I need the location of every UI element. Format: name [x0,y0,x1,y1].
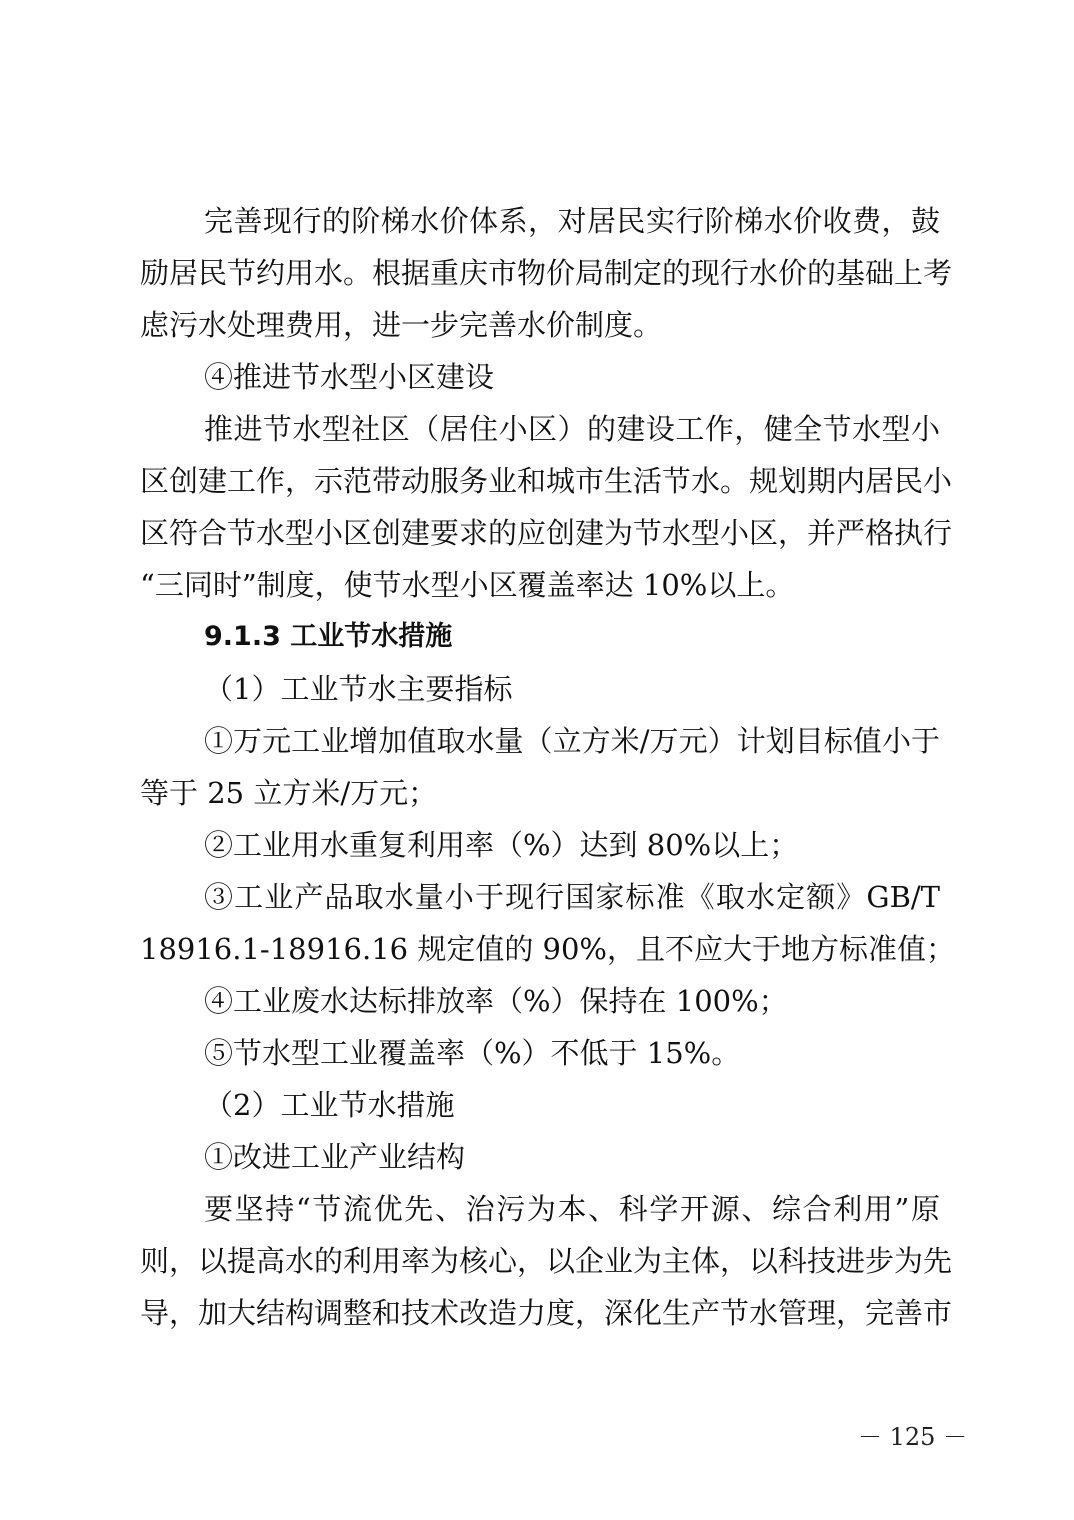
list-item: ⑤节水型工业覆盖率（%）不低于 15%。 [204,1036,741,1070]
paragraph-line: “三同时”制度，使节水型小区覆盖率达 10%以上。 [140,568,795,602]
list-item: ①万元工业增加值取水量（立方米/万元）计划目标值小于 [204,724,940,758]
list-item-continuation: 等于 25 立方米/万元； [140,776,438,810]
list-item: ③工业产品取水量小于现行国家标准《取水定额》GB/T [204,880,940,914]
paragraph-line: 区创建工作，示范带动服务业和城市生活节水。规划期内居民小 [140,464,953,498]
paragraph-line: 励居民节约用水。根据重庆市物价局制定的现行水价的基础上考 [140,256,953,290]
page-number: － 125 － [858,1423,968,1451]
list-item: ④工业废水达标排放率（%）保持在 100%； [204,984,788,1018]
paragraph-line: 则，以提高水的利用率为核心，以企业为主体，以科技进步为先 [140,1244,953,1278]
paragraph-line: 虑污水处理费用，进一步完善水价制度。 [140,308,663,342]
subheading: ①改进工业产业结构 [204,1140,466,1174]
subheading: ④推进节水型小区建设 [204,360,495,394]
subheading: （2）工业节水措施 [204,1088,455,1122]
section-heading: 9.1.3 工业节水措施 [204,621,453,652]
paragraph-line: 区符合节水型小区创建要求的应创建为节水型小区，并严格执行 [140,516,953,550]
list-item-continuation: 18916.1-18916.16 规定值的 90%，且不应大于地方标准值； [140,932,955,966]
paragraph-line: 推进节水型社区（居住小区）的建设工作，健全节水型小 [204,412,940,446]
list-item: ②工业用水重复利用率（%）达到 80%以上； [204,828,799,862]
subheading: （1）工业节水主要指标 [204,672,513,706]
paragraph-line: 导，加大结构调整和技术改造力度，深化生产节水管理，完善市 [140,1296,953,1330]
paragraph-line: 要坚持“节流优先、治污为本、科学开源、综合利用”原 [204,1192,940,1226]
paragraph-line: 完善现行的阶梯水价体系，对居民实行阶梯水价收费，鼓 [204,204,940,238]
